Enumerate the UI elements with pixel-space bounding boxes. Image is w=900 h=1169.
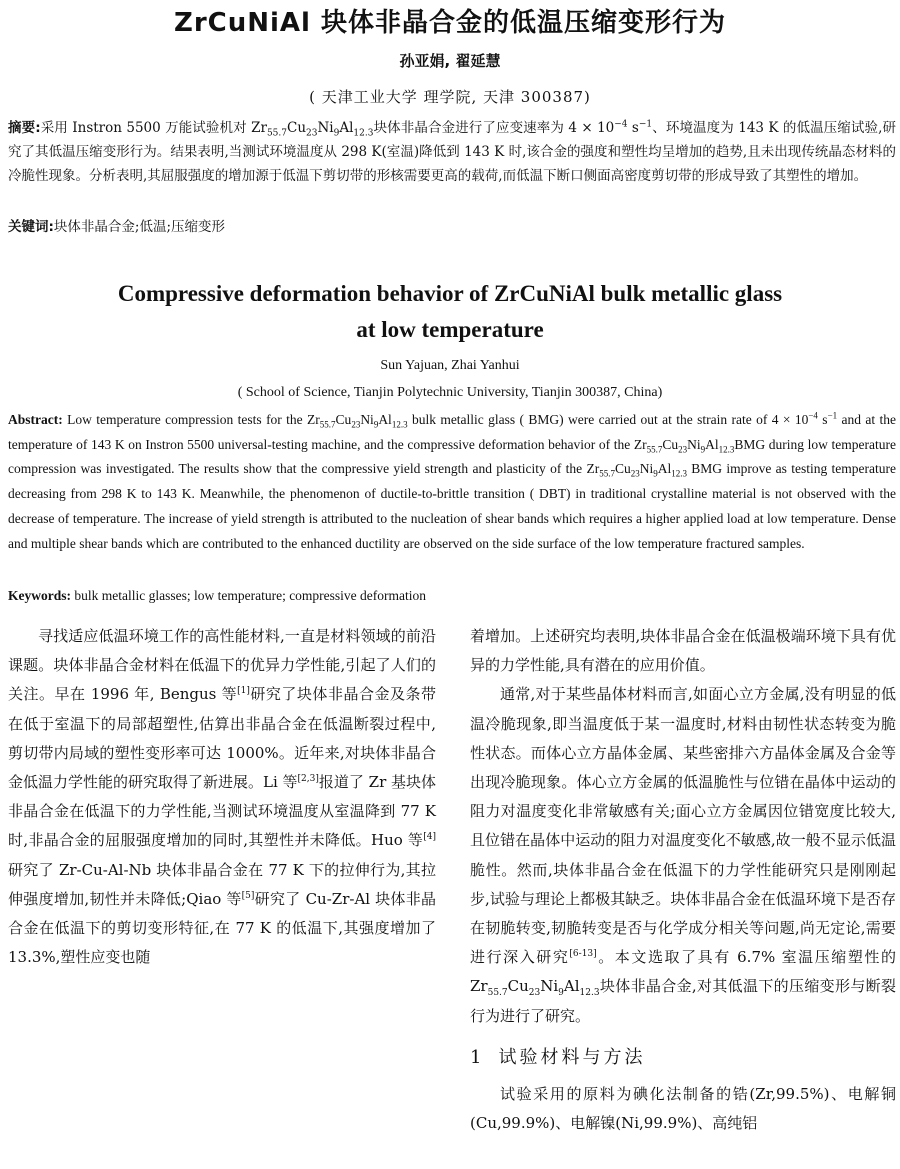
body-column-right <box>470 622 896 1138</box>
citation: [1] <box>237 686 250 697</box>
en-abstract-text: BMG improve as testing temperature decreasing from 298 K to 143 K. Meanwhile, the phenomenon of ductile-to-brittle transition ( DBT) in traditional crystalline material is not observed with the decrease of temperature. The increase of yield strength is attributed to the nucleation of shear bands which requires a higher applied load at low temperature. Dense and multiple shear bands which are contributed to the enhanced ductility are observed on the side surface of the low temperature fractured samples. <box>8 461 897 551</box>
en-keywords-label: Keywords: <box>8 588 71 603</box>
formula-subscript: 23 <box>528 988 541 999</box>
formula-subscript: 9 <box>333 128 340 139</box>
cn-abstract-text: s <box>627 120 639 136</box>
formula-subscript: 12.3 <box>579 988 600 999</box>
body-text: 研究了 Zr-Cu-Al-Nb 块体非晶合金在 77 K 下的拉伸行为,其拉伸强度增加,韧性并未降低;Qiao 等 <box>8 860 436 908</box>
body-text: 。本文选取了具有 6.7% 室温压缩塑性的 Zr <box>470 948 896 996</box>
formula-element: Cu <box>286 120 307 136</box>
en-keywords-text: bulk metallic glasses; low temperature; compressive deformation <box>71 588 427 603</box>
en-abstract-text: and at the temperature of 143 K on Instron 5500 universal-testing machine, and the compressive deformation behavior of the Zr <box>8 412 896 452</box>
body-text: 报道了 Zr 基块体非晶合金在低温下的力学性能,当测试环境温度从室温降到 77 K 时,非晶合金的屈服强度增加的同时,其塑性并未降低。Huo 等 <box>8 773 437 850</box>
formula-element: Cu <box>507 977 529 996</box>
en-title-line: Compressive deformation behavior of ZrCuNiAl bulk metallic glass <box>117 281 783 306</box>
cn-abstract-text: 块体非晶合金进行了应变速率为 4 × 10 <box>373 120 615 136</box>
formula-subscript: 55.7 <box>599 469 615 480</box>
cn-affiliation: ( 天津工业大学 理学院, 天津 300387) <box>309 88 591 106</box>
formula-element: Cu <box>335 412 352 427</box>
citation: [5] <box>241 890 255 901</box>
body-paragraph: 试验采用的原料为碘化法制备的锆(Zr,99.5%)、电解铜(Cu,99.9%)、电解镍(Ni,99.9%)、高纯铝 <box>470 1085 896 1133</box>
en-affiliation: ( School of Science, Tianjin Polytechnic University, Tianjin 300387, China) <box>237 385 663 400</box>
section-number: 1 <box>470 1046 485 1068</box>
body-paragraph <box>470 680 896 1030</box>
formula-subscript: 9 <box>558 988 564 999</box>
body-text: 寻找适应低温环境工作的高性能材料,一直是材料领域的前沿课题。块体非晶合金材料在低温下的优异力学性能,引起了人们的关注。早在 1996 年, Bengus 等 <box>8 627 436 704</box>
citation: [6-13] <box>569 949 597 960</box>
formula-element: Ni <box>639 461 654 477</box>
exponent: −4 <box>808 410 818 421</box>
en-abstract-text: bulk metallic glass ( BMG) were carried out at the strain rate of 4 × 10 <box>407 412 809 427</box>
en-abstract-text: s <box>817 412 828 427</box>
cn-authors: 孙亚娟, 翟延慧 <box>399 52 501 70</box>
section-heading <box>470 1043 896 1072</box>
formula-subscript: 9 <box>373 419 379 430</box>
formula-subscript: 23 <box>678 444 688 455</box>
formula-subscript: 12.3 <box>671 469 687 480</box>
exponent: −1 <box>638 119 653 130</box>
body-text: 研究了 Cu-Zr-Al 块体非晶合金在低温下的剪切变形特征,在 77 K 的低温下,其强度增加了 13.3%,塑性应变也随 <box>8 889 436 967</box>
cn-keywords <box>8 215 896 239</box>
cn-keywords-text: 块体非晶合金;低温;压缩变形 <box>53 219 226 235</box>
formula-subscript: 12.3 <box>718 444 735 455</box>
en-title-line: at low temperature <box>356 317 544 342</box>
cn-title: ZrCuNiAl 块体非晶合金的低温压缩变形行为 <box>173 8 727 38</box>
cn-keywords-label: 关键词: <box>8 219 54 235</box>
cn-abstract <box>8 116 896 188</box>
formula-element: Al <box>339 120 354 136</box>
body-paragraph: 着增加。上述研究均表明,块体非晶合金在低温极端环境下具有优异的力学性能,具有潜在的应用价值。 <box>470 627 896 675</box>
formula-element: Al <box>378 412 392 427</box>
body-text: 块体非晶合金,对其低温下的压缩变形与断裂行为进行了研究。 <box>470 977 896 1025</box>
en-title <box>0 276 900 348</box>
formula-element: Ni <box>317 120 334 136</box>
formula-element: Cu <box>662 436 679 452</box>
cn-abstract-label: 摘要: <box>8 120 41 136</box>
en-abstract-text: Low temperature compression tests for the Zr <box>62 412 320 427</box>
en-abstract-label: Abstract: <box>8 412 63 427</box>
en-keywords <box>8 584 896 608</box>
formula-subscript: 23 <box>306 128 318 139</box>
body-column-left <box>8 622 436 972</box>
en-authors: Sun Yajuan, Zhai Yanhui <box>380 358 520 373</box>
exponent: −4 <box>614 119 628 130</box>
formula-subscript: 23 <box>351 419 361 430</box>
formula-subscript: 55.7 <box>646 444 663 455</box>
body-text: 研究了块体非晶合金及条带在低于室温下的局部超塑性,估算出非晶合金在低温断裂过程中,剪切带内局域的塑性变形率可达 1000%。近年来,对块体非晶合金低温力学性能的研究取得了新进展。Li 等 <box>8 685 436 792</box>
cn-abstract-text: 采用 Instron 5500 万能试验机对 Zr <box>40 120 267 136</box>
cn-abstract-text: 、环境温度为 143 K 的低温压缩试验,研究了其低温压缩变形行为。结果表明,当测试环境温度从 298 K(室温)降低到 143 K 时,该合金的强度和塑性均呈增加的趋势,且未出现传统晶态材料的冷脆性现象。分析表明,其屈服强度的增加源于低温下剪切带的形核需要更高的载荷,而低温下断口侧面高密度剪切带的形成导致了其塑性的增加。 <box>8 120 896 184</box>
exponent: −1 <box>827 410 838 421</box>
body-text: 通常,对于某些晶体材料而言,如面心立方金属,没有明显的低温冷脆现象,即当温度低于某一温度时,材料由韧性状态转变为脆性状态。而体心立方晶体金属、某些密排六方晶体金属及合金等出现冷脆现象。体心立方金属的低温脆性与位错在晶体中运动的阻力对温度变化非常敏感有关;面心立方金属因位错宽度比较大,且位错在晶体中运动的阻力对温度变化不敏感,故一般不显示低温脆性。然而,块体非晶合金在低温下的力学性能研究只是刚刚起步,试验与理论上都极其缺乏。块体非晶合金在低温环境下是否存在韧脆转变,韧脆转变是否与化学成分相关等问题,尚无定论,需要进行深入研究 <box>470 685 896 967</box>
formula-element: Ni <box>360 412 374 427</box>
en-abstract <box>8 408 896 556</box>
formula-subscript: 12.3 <box>353 128 374 139</box>
section-title: 试验材料与方法 <box>498 1046 646 1068</box>
formula-subscript: 12.3 <box>391 419 408 430</box>
formula-subscript: 23 <box>630 469 640 480</box>
formula-element: Al <box>657 461 672 477</box>
formula-subscript: 55.7 <box>487 988 508 999</box>
formula-element: Ni <box>540 977 559 996</box>
formula-subscript: 9 <box>653 469 658 480</box>
formula-subscript: 55.7 <box>319 419 336 430</box>
formula-subscript: 55.7 <box>266 128 287 139</box>
formula-element: Al <box>705 436 719 452</box>
formula-subscript: 9 <box>700 444 706 455</box>
citation: [4] <box>423 832 436 843</box>
formula-element: Al <box>563 977 580 996</box>
formula-element: Ni <box>687 436 701 452</box>
body-paragraph <box>8 622 436 972</box>
citation: [2,3] <box>297 774 319 785</box>
en-abstract-text: BMG during low temperature compression was investigated. The results show that the compressive yield strength and plasticity of the Zr <box>8 436 897 477</box>
formula-element: Cu <box>614 461 631 477</box>
